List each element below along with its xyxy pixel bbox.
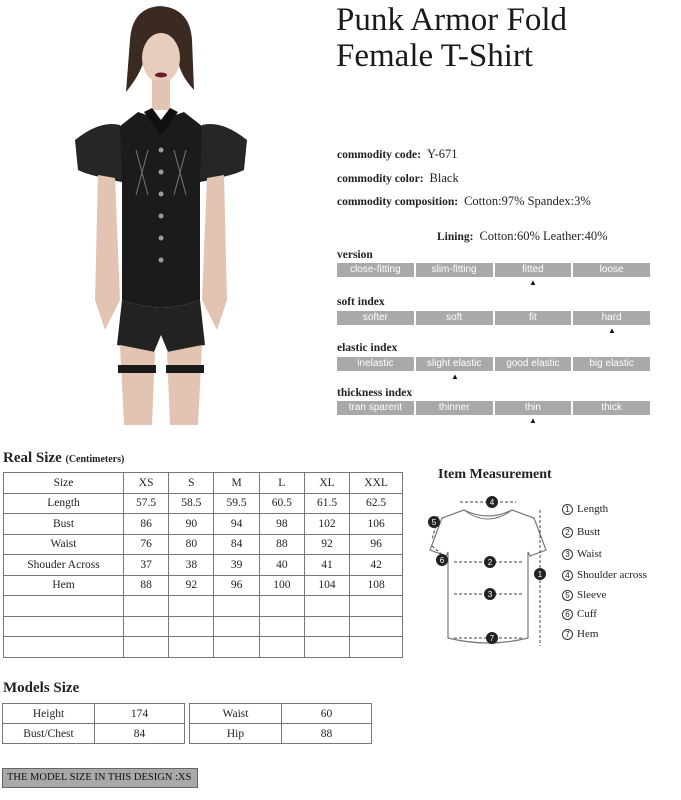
elastic-option: inelastic	[337, 357, 414, 371]
spec-code-value: Y-671	[427, 147, 458, 161]
table-cell	[214, 596, 259, 617]
spec-color	[337, 171, 459, 186]
real-size-heading	[3, 450, 124, 467]
table-cell: Bust	[4, 514, 124, 535]
table-row	[3, 704, 185, 724]
table-cell	[259, 616, 304, 637]
table-cell: 104	[304, 575, 349, 596]
elastic-option: good elastic	[495, 357, 572, 371]
table-cell: 88	[124, 575, 169, 596]
table-cell	[4, 637, 124, 658]
table-cell: 60	[282, 704, 372, 724]
soft-option: hard	[573, 311, 650, 325]
spec-color-value: Black	[429, 171, 459, 185]
table-cell: Height	[3, 704, 95, 724]
table-cell: 59.5	[214, 493, 259, 514]
measurement-number: 5	[562, 590, 573, 601]
spec-color-label: commodity color:	[337, 173, 424, 185]
table-row	[190, 724, 372, 744]
measurement-label: Bustt	[577, 526, 601, 538]
table-cell	[214, 637, 259, 658]
elastic-option: slight elastic	[416, 357, 493, 371]
model-photo	[60, 0, 260, 425]
measurement-label: Sleeve	[577, 589, 607, 601]
thickness-index-label: thickness index	[337, 387, 413, 399]
measurement-label: Hem	[577, 628, 599, 640]
version-option: close-fitting	[337, 263, 414, 277]
table-cell: Waist	[4, 534, 124, 555]
product-title-line-1: Punk Armor Fold	[336, 2, 568, 38]
version-option: fitted	[495, 263, 572, 277]
table-cell	[169, 637, 214, 658]
elastic-index-label: elastic index	[337, 342, 398, 354]
table-cell	[214, 616, 259, 637]
table-cell: 38	[169, 555, 214, 576]
models-size-table-right	[189, 703, 372, 744]
table-cell: 100	[259, 575, 304, 596]
table-cell: Shouder Across	[4, 555, 124, 576]
elastic-index-bar	[337, 357, 650, 371]
soft-index-bar	[337, 311, 650, 325]
table-row	[4, 555, 403, 576]
table-cell: 42	[350, 555, 403, 576]
version-option: loose	[573, 263, 650, 277]
spec-lining-label: Lining:	[437, 231, 474, 243]
soft-selected-marker: ▲	[608, 326, 616, 335]
table-row	[4, 514, 403, 535]
table-cell	[350, 616, 403, 637]
svg-text:6: 6	[439, 556, 445, 565]
measurement-number: 6	[562, 609, 573, 620]
soft-index-label: soft index	[337, 296, 385, 308]
table-cell: XXL	[350, 473, 403, 494]
table-cell	[259, 637, 304, 658]
svg-text:5: 5	[431, 518, 437, 527]
table-cell: 61.5	[304, 493, 349, 514]
table-cell: 41	[304, 555, 349, 576]
table-cell: 86	[124, 514, 169, 535]
table-cell: M	[214, 473, 259, 494]
table-cell	[4, 616, 124, 637]
measurement-item	[562, 608, 597, 620]
svg-text:1: 1	[537, 570, 543, 579]
measurement-label: Waist	[577, 548, 602, 560]
shirt-measurement-diagram	[426, 488, 550, 656]
item-measurement-heading: Item Measurement	[438, 467, 552, 482]
table-cell: Hem	[4, 575, 124, 596]
table-cell	[304, 616, 349, 637]
table-cell	[169, 596, 214, 617]
table-cell: 96	[350, 534, 403, 555]
thickness-index-bar	[337, 401, 650, 415]
table-cell: 57.5	[124, 493, 169, 514]
table-cell: 84	[95, 724, 185, 744]
spec-lining-value: Cotton:60% Leather:40%	[479, 229, 608, 243]
spec-composition-label: commodity composition:	[337, 196, 459, 208]
measurement-item	[562, 628, 598, 640]
real-size-title: Real Size	[3, 450, 62, 466]
table-cell	[259, 596, 304, 617]
elastic-option: big elastic	[573, 357, 650, 371]
thickness-selected-marker: ▲	[529, 416, 537, 425]
real-size-unit: (Centimeters)	[65, 454, 125, 465]
table-row	[3, 724, 185, 744]
table-cell: L	[259, 473, 304, 494]
thickness-option: thick	[573, 401, 650, 415]
table-cell: Size	[4, 473, 124, 494]
table-row	[190, 704, 372, 724]
table-cell: Hip	[190, 724, 282, 744]
table-cell	[169, 616, 214, 637]
measurement-number: 3	[562, 549, 573, 560]
version-selected-marker: ▲	[529, 278, 537, 287]
spec-code-label: commodity code:	[337, 149, 421, 161]
measurement-label: Cuff	[577, 608, 597, 620]
measurement-number: 2	[562, 527, 573, 538]
table-cell: 76	[124, 534, 169, 555]
table-cell: 40	[259, 555, 304, 576]
table-cell: 62.5	[350, 493, 403, 514]
table-cell: 92	[304, 534, 349, 555]
spec-lining	[437, 229, 608, 244]
models-size-heading: Models Size	[3, 680, 80, 696]
models-size-table-left	[2, 703, 185, 744]
measurement-item	[562, 548, 602, 560]
table-cell: 92	[169, 575, 214, 596]
svg-text:3: 3	[487, 590, 493, 599]
table-cell: 84	[214, 534, 259, 555]
version-option: slim-fitting	[416, 263, 493, 277]
table-cell	[304, 596, 349, 617]
elastic-selected-marker: ▲	[451, 372, 459, 381]
table-cell: 96	[214, 575, 259, 596]
measurement-label: Length	[577, 503, 609, 515]
soft-option: soft	[416, 311, 493, 325]
table-cell: Length	[4, 493, 124, 514]
thickness-option: thinner	[416, 401, 493, 415]
version-index-bar	[337, 263, 650, 277]
svg-text:7: 7	[489, 634, 495, 643]
measurement-item	[562, 569, 647, 581]
measurement-item	[562, 589, 606, 601]
table-cell: 60.5	[259, 493, 304, 514]
thickness-option: thin	[495, 401, 572, 415]
table-row	[4, 616, 403, 637]
soft-option: softer	[337, 311, 414, 325]
measurement-label: Shoulder across	[577, 569, 647, 581]
measurement-number: 4	[562, 570, 573, 581]
table-cell: XS	[124, 473, 169, 494]
table-cell	[124, 596, 169, 617]
svg-text:2: 2	[487, 558, 493, 567]
spec-composition	[337, 194, 591, 209]
model-size-note: THE MODEL SIZE IN THIS DESIGN :XS	[2, 768, 198, 788]
table-cell: Waist	[190, 704, 282, 724]
measurement-number: 7	[562, 629, 573, 640]
table-cell	[304, 637, 349, 658]
measurement-item	[562, 503, 608, 515]
table-cell: 106	[350, 514, 403, 535]
table-cell: 94	[214, 514, 259, 535]
table-cell	[350, 637, 403, 658]
table-row	[4, 493, 403, 514]
product-title-line-2: Female T-Shirt	[336, 38, 534, 74]
table-cell	[350, 596, 403, 617]
spec-composition-value: Cotton:97% Spandex:3%	[464, 194, 591, 208]
table-row	[4, 596, 403, 617]
spec-code	[337, 147, 458, 162]
table-cell: 39	[214, 555, 259, 576]
table-cell: XL	[304, 473, 349, 494]
table-cell: 37	[124, 555, 169, 576]
table-cell	[4, 596, 124, 617]
version-index-label: version	[337, 249, 373, 261]
table-row	[4, 637, 403, 658]
soft-option: fit	[495, 311, 572, 325]
table-row	[4, 575, 403, 596]
table-cell: 88	[259, 534, 304, 555]
svg-text:4: 4	[489, 498, 495, 507]
measurement-item	[562, 526, 600, 538]
table-cell: 174	[95, 704, 185, 724]
size-table-header	[4, 473, 403, 494]
table-cell: S	[169, 473, 214, 494]
product-title	[336, 2, 567, 74]
table-cell: 80	[169, 534, 214, 555]
table-cell: 90	[169, 514, 214, 535]
table-cell: Bust/Chest	[3, 724, 95, 744]
table-cell: 88	[282, 724, 372, 744]
size-table	[3, 472, 403, 658]
table-cell	[124, 637, 169, 658]
table-cell: 108	[350, 575, 403, 596]
thickness-option: tran sparent	[337, 401, 414, 415]
table-row	[4, 534, 403, 555]
table-cell	[124, 616, 169, 637]
measurement-number: 1	[562, 504, 573, 515]
table-cell: 102	[304, 514, 349, 535]
table-cell: 98	[259, 514, 304, 535]
table-cell: 58.5	[169, 493, 214, 514]
